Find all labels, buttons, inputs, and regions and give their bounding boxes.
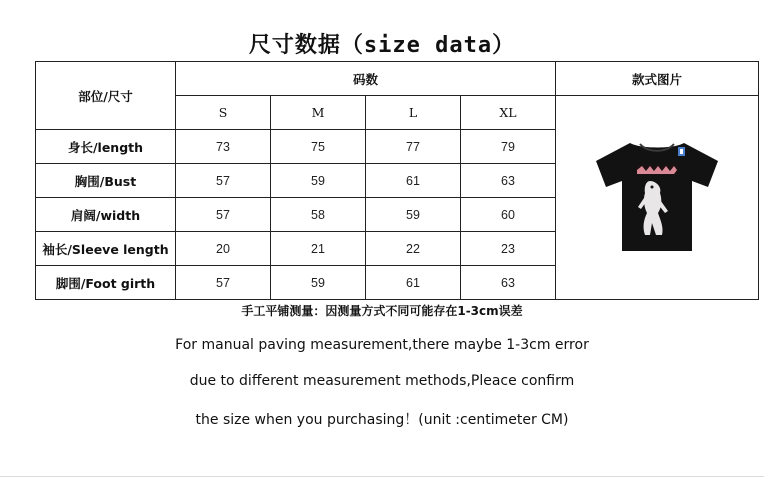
measurement-note-line-1: For manual paving measurement,there maybe 1-3cm error: [175, 337, 589, 353]
table-cell: 61: [366, 164, 461, 198]
table-cell: 60: [461, 198, 556, 232]
table-cell: 22: [366, 232, 461, 266]
table-cell: 59: [366, 198, 461, 232]
table-cell: 61: [366, 266, 461, 300]
table-cell: 79: [461, 130, 556, 164]
table-cell: 59: [271, 164, 366, 198]
size-header-xl: XL: [461, 96, 556, 130]
measurement-note-line-2: due to different measurement methods,Pleace confirm: [189, 373, 575, 389]
size-header-s: S: [176, 96, 271, 130]
table-cell: 75: [271, 130, 366, 164]
table-cell: 57: [176, 266, 271, 300]
table-header-row: [36, 62, 759, 96]
table-cell: 20: [176, 232, 271, 266]
table-cell: 21: [271, 232, 366, 266]
bottom-divider: [0, 476, 764, 477]
measurement-note-chinese: 手工平铺测量：因测量方式不同可能存在1-3cm误差: [241, 304, 523, 318]
black-tshirt-icon: [592, 137, 722, 255]
corner-header-cell: 部位/尺寸: [36, 62, 176, 130]
neck-tag-white: [680, 149, 683, 154]
size-chart-table: [35, 61, 759, 300]
page-title: 尺寸数据（size data）: [248, 33, 516, 58]
table-cell: 57: [176, 198, 271, 232]
measurement-note-line-3: the size when you purchasing！(unit :centimeter CM): [195, 412, 569, 428]
style-image-header: 款式图片: [556, 62, 759, 96]
table-cell: 59: [271, 266, 366, 300]
row-label: 胸围/Bust: [36, 164, 176, 198]
row-label: 袖长/Sleeve length: [36, 232, 176, 266]
table-cell: 77: [366, 130, 461, 164]
table-cell: 23: [461, 232, 556, 266]
table-cell: 73: [176, 130, 271, 164]
size-header-l: L: [366, 96, 461, 130]
table-cell: 63: [461, 266, 556, 300]
table-cell: 63: [461, 164, 556, 198]
table-cell: 58: [271, 198, 366, 232]
row-label: 脚围/Foot girth: [36, 266, 176, 300]
row-label: 肩阔/width: [36, 198, 176, 232]
size-group-header: 码数: [176, 62, 556, 96]
table-cell: 57: [176, 164, 271, 198]
product-image-cell: [556, 96, 759, 300]
row-label: 身长/length: [36, 130, 176, 164]
size-header-m: M: [271, 96, 366, 130]
